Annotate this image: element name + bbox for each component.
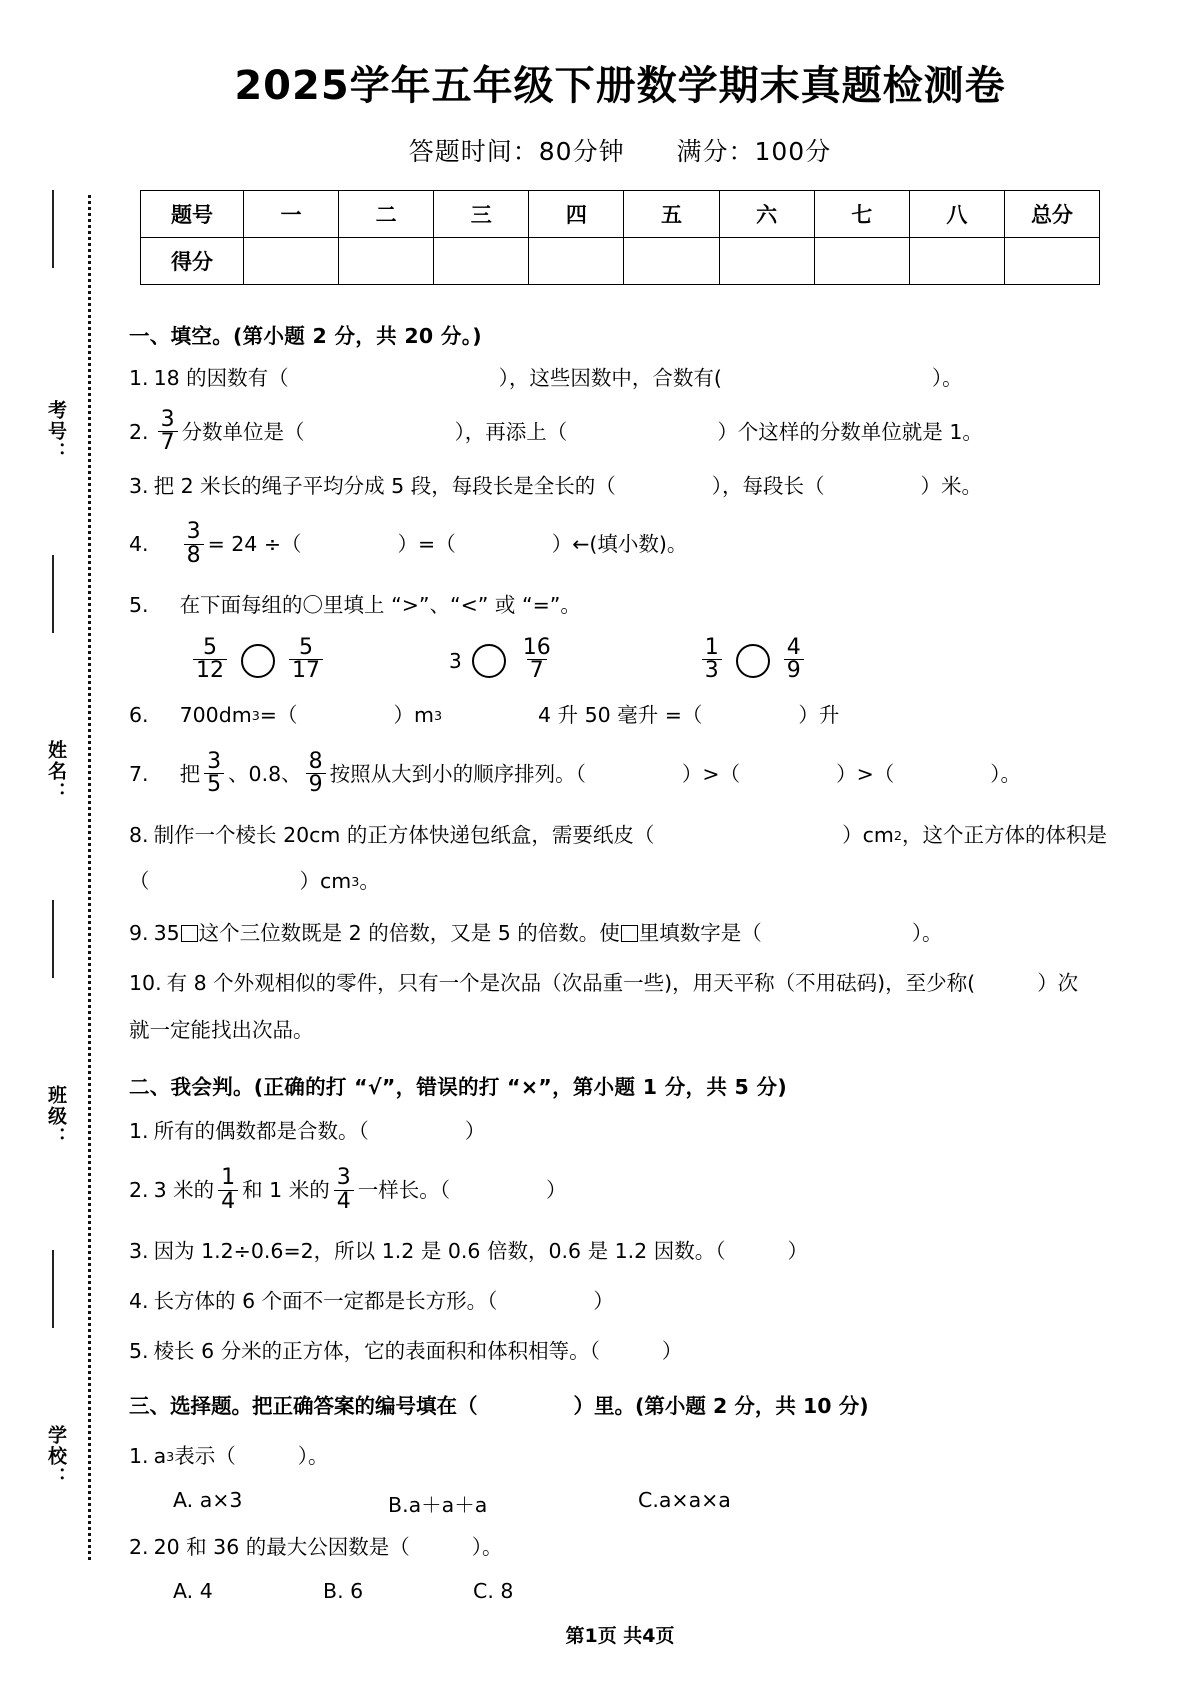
q1-5-p3-circle[interactable]: [736, 644, 770, 678]
q1-2-denominator: 7: [158, 431, 178, 454]
q1-8-text-d: （: [129, 869, 150, 894]
q1-7-fraction-1: [204, 748, 224, 798]
score-cell-2[interactable]: [339, 238, 434, 285]
q1-6-unit-a: ）m: [393, 702, 434, 727]
q1-6-unit-b: ）升: [798, 702, 840, 727]
seal-label-name: 姓名：: [45, 740, 67, 803]
score-table-row-label-2: 得分: [141, 238, 244, 285]
q1-10-text-a: 有 8 个外观相似的零件，只有一个是次品（次品重一些)，用天平称（不用砝码)，至少称(: [166, 970, 976, 995]
q1-8-text-a: 制作一个棱长 20cm 的正方体快递包纸盒，需要纸皮（: [153, 822, 655, 847]
q1-2-number: 2.: [129, 419, 149, 444]
score-cell-total[interactable]: [1004, 238, 1099, 285]
score-col-1: 一: [244, 191, 339, 238]
q1-5-p2-circle[interactable]: [472, 644, 506, 678]
q3-1-option-c[interactable]: C.a×a×a: [638, 1487, 731, 1512]
q3-1-option-b[interactable]: B.a＋a＋a: [388, 1492, 488, 1517]
question-1-8-line-1: [129, 820, 1107, 852]
seal-dotted-line: [88, 195, 91, 1560]
q1-5-p3-left-den: 3: [702, 659, 722, 682]
q1-7-text-5: ）。: [990, 761, 1022, 786]
q2-3-text: 因为 1.2÷0.6=2，所以 1.2 是 0.6 倍数，0.6 是 1.2 因数。（: [153, 1239, 726, 1264]
question-1-8-line-2: [129, 866, 1107, 898]
score-cell-3[interactable]: [434, 238, 529, 285]
q1-7-f2-den: 9: [306, 773, 326, 796]
q1-5-p1-left-den: 12: [193, 659, 227, 682]
q1-7-fraction-2: [306, 748, 326, 798]
q1-5-number: 5.: [129, 593, 149, 618]
q1-8-text-e: ）cm: [299, 869, 352, 894]
q1-5-pair-1-right: [289, 637, 323, 683]
q2-2-text-b: 和 1 米的: [242, 1178, 330, 1203]
q1-2-text-c: ）个这样的分数单位就是 1。: [717, 419, 983, 444]
score-col-4: 四: [529, 191, 624, 238]
q1-6-text-b: 4 升 50 毫升 =（: [538, 702, 703, 727]
q1-4-text-a: = 24 ÷（: [207, 532, 302, 557]
question-1-10-line-2: [129, 1015, 1107, 1047]
q3-1-number: 1.: [129, 1444, 149, 1469]
exam-time-label: 答题时间：80分钟: [408, 137, 625, 166]
question-2-3: [129, 1236, 1107, 1268]
question-1-4: [129, 519, 1107, 568]
section-3-heading: [129, 1391, 1107, 1423]
seal-rule-1: [52, 190, 54, 268]
q1-1-text-b: ），这些因数中，合数有(: [498, 366, 722, 390]
question-2-2: [129, 1165, 1107, 1214]
q1-8-text-c: ，这个正方体的体积是: [902, 822, 1107, 847]
q2-2-number: 2.: [129, 1178, 149, 1203]
q1-10-text-b: ）次: [1037, 970, 1079, 995]
q2-2-text-c: 一样长。（: [357, 1178, 450, 1203]
q3-2-option-a[interactable]: A. 4: [173, 1578, 213, 1603]
q1-5-text: 在下面每组的〇里填上 “>”、“<” 或 “=”。: [179, 593, 581, 618]
q1-5-p1-circle[interactable]: [241, 644, 275, 678]
seal-side-column: [0, 0, 115, 1684]
q2-2-fraction-1: [218, 1167, 238, 1213]
q1-6-exp-a: 3: [251, 707, 260, 723]
q3-2-stem-close: ）。: [471, 1534, 503, 1559]
q1-5-pair-3-right: [784, 637, 804, 683]
question-3-1-options: [173, 1488, 1107, 1518]
q1-3-text-c: ）米。: [920, 473, 982, 498]
q1-5-p3-right-num: 4: [786, 635, 801, 661]
question-3-2: [129, 1532, 1107, 1564]
q1-6-value-a: 700dm: [179, 702, 252, 727]
score-cell-6[interactable]: [719, 238, 814, 285]
q1-9-text-d: ）。: [911, 921, 943, 946]
q3-1-option-a[interactable]: A. a×3: [173, 1487, 243, 1512]
q2-3-number: 3.: [129, 1239, 149, 1264]
q1-5-pair-2-right: [520, 637, 554, 683]
q2-4-tail: ）: [593, 1288, 614, 1313]
score-col-3: 三: [434, 191, 529, 238]
q3-1-stem-close: ）。: [297, 1444, 329, 1469]
q1-4-text-c: ）←(填小数)。: [551, 532, 688, 557]
q1-5-pair-3: [698, 635, 808, 684]
exam-meta: [115, 132, 1125, 168]
q2-2-f1-num: 1: [221, 1165, 236, 1191]
q1-7-f1-den: 5: [204, 773, 224, 796]
q1-5-p2-right-num: 16: [522, 635, 551, 661]
score-cell-1[interactable]: [244, 238, 339, 285]
q1-3-number: 3.: [129, 473, 149, 498]
seal-rule-2: [52, 555, 54, 633]
q1-5-pair-1: [189, 635, 327, 684]
q2-1-number: 1.: [129, 1119, 149, 1144]
score-col-8: 八: [909, 191, 1004, 238]
q2-2-text-a: 3 米的: [153, 1178, 215, 1203]
q1-5-p3-left-num: 1: [704, 635, 719, 661]
score-col-5: 五: [624, 191, 719, 238]
q1-5-pair-2: [449, 635, 558, 684]
q2-3-tail: ）: [787, 1239, 808, 1264]
score-col-total: 总分: [1004, 191, 1099, 238]
section-3-heading-a: 三、选择题。把正确答案的编号填在（: [129, 1394, 478, 1419]
q1-4-fraction: [184, 521, 204, 567]
score-col-6: 六: [719, 191, 814, 238]
q1-7-text-1: 、0.8、: [228, 761, 302, 786]
exam-score-label: 满分：100分: [676, 137, 832, 166]
question-2-5: [129, 1336, 1107, 1368]
question-2-4: [129, 1286, 1107, 1318]
q1-5-p2-left-whole: 3: [449, 648, 462, 673]
q1-10-number: 10.: [129, 970, 162, 995]
seal-label-exam-number: 考号：: [45, 400, 67, 463]
q2-2-tail: ）: [545, 1178, 567, 1203]
table-row: [141, 238, 1100, 285]
question-1-6: [129, 700, 1107, 732]
q1-5-p1-left-num: 5: [203, 635, 217, 661]
q1-3-text-a: 把 2 米长的绳子平均分成 5 段，每段长是全长的（: [153, 473, 616, 498]
score-col-2: 二: [339, 191, 434, 238]
q3-1-stem-exp: 3: [166, 1449, 175, 1465]
question-1-5: [129, 590, 1107, 622]
question-1-10-line-1: [129, 968, 1107, 1000]
q2-1-tail: ）: [464, 1119, 486, 1144]
q1-7-f2-num: 8: [308, 748, 323, 774]
q1-8-text-f: 。: [359, 869, 380, 894]
q1-7-text-3: ）>（: [681, 761, 741, 786]
q2-1-text: 所有的偶数都是合数。（: [153, 1119, 369, 1144]
score-table: [140, 190, 1100, 285]
q1-4-denominator: 8: [184, 544, 204, 567]
q1-7-text-2: 按照从大到小的顺序排列。（: [329, 761, 586, 786]
seal-rule-3: [52, 900, 54, 978]
q1-9-box-icon-1: [181, 925, 198, 942]
q1-1-text-c: ）。: [931, 366, 963, 390]
q1-9-text-c: 里填数字是（: [638, 921, 762, 946]
q2-4-number: 4.: [129, 1288, 149, 1313]
page-footer: 第1页 共4页: [565, 1625, 675, 1647]
score-cell-5[interactable]: [624, 238, 719, 285]
section-3-heading-b: ）里。(第小题 2 分，共 10 分): [573, 1394, 869, 1419]
q3-2-option-b[interactable]: B. 6: [323, 1578, 364, 1603]
q1-2-numerator: 3: [160, 406, 175, 432]
q1-5-comparison-row: [189, 635, 1107, 684]
q1-6-eq-a: =（: [259, 702, 298, 727]
score-cell-8[interactable]: [909, 238, 1004, 285]
q1-5-p2-right-den: 7: [527, 659, 547, 682]
question-1-3: [129, 471, 1107, 503]
q1-5-p1-right-den: 17: [289, 659, 323, 682]
q1-4-text-b: ）=（: [397, 532, 456, 557]
section-1-heading: 一、填空。(第小题 2 分，共 20 分。): [129, 324, 482, 348]
seal-label-school: 学校：: [45, 1425, 67, 1488]
question-1-2: [129, 406, 1107, 456]
q1-2-text-a: 分数单位是（: [181, 419, 305, 444]
seal-label-class: 班级：: [45, 1085, 67, 1148]
q3-2-stem: 20 和 36 的最大公因数是（: [153, 1534, 410, 1559]
q1-10-text-c: 就一定能找出次品。: [129, 1017, 314, 1042]
q2-4-text: 长方体的 6 个面不一定都是长方形。（: [153, 1288, 498, 1313]
q1-8-exp-2: 2: [893, 827, 902, 843]
q1-6-unit-exp-a: 3: [433, 707, 443, 723]
q1-9-text-b: 这个三位数既是 2 的倍数，又是 5 的倍数。使: [198, 921, 620, 946]
score-table-row-label-1: 题号: [141, 191, 244, 238]
score-col-7: 七: [814, 191, 909, 238]
q2-5-number: 5.: [129, 1338, 149, 1363]
q1-2-fraction: [158, 406, 178, 456]
q1-7-text-4: ）>（: [836, 761, 895, 786]
q3-2-number: 2.: [129, 1534, 149, 1559]
seal-rule-4: [52, 1250, 54, 1328]
q2-5-tail: ）: [661, 1338, 683, 1363]
score-cell-7[interactable]: [814, 238, 909, 285]
question-1-1: [129, 363, 1107, 395]
q2-2-fraction-2: [334, 1167, 354, 1213]
q1-2-text-b: ），再添上（: [454, 419, 568, 444]
q2-2-f1-den: 4: [218, 1190, 238, 1213]
q1-9-number: 9.: [129, 921, 149, 946]
question-1-7: [129, 748, 1107, 798]
score-cell-4[interactable]: [529, 238, 624, 285]
q1-4-number: 4.: [129, 532, 149, 557]
q1-9-box-icon-2: [621, 925, 638, 942]
q1-8-number: 8.: [129, 822, 149, 847]
section-2-heading: 二、我会判。(正确的打 “√”，错误的打 “×”，第小题 1 分，共 5 分): [129, 1075, 788, 1100]
q1-1-number: 1.: [129, 366, 149, 390]
q3-1-stem-tail: 表示（: [174, 1444, 236, 1469]
questions-body: [129, 319, 1107, 1603]
question-2-1: [129, 1116, 1107, 1148]
q1-9-text-a: 35: [153, 921, 180, 946]
q1-6-number: 6.: [129, 702, 149, 727]
q1-8-exp-3: 3: [351, 874, 360, 890]
q3-1-stem: a: [153, 1444, 167, 1469]
q2-2-f2-den: 4: [334, 1190, 354, 1213]
q1-7-text-0: 把: [179, 761, 201, 786]
q1-5-p1-right-num: 5: [299, 635, 313, 661]
q1-7-number: 7.: [129, 761, 149, 786]
q1-5-pair-3-left: [702, 637, 722, 683]
q1-5-pair-1-left: [193, 637, 227, 683]
q3-2-option-c[interactable]: C. 8: [473, 1578, 514, 1603]
q1-3-text-b: ），每段长（: [711, 473, 825, 498]
page-title: 2025学年五年级下册数学期末真题检测卷: [234, 63, 1006, 109]
q1-5-p3-right-den: 9: [784, 659, 804, 682]
q1-4-numerator: 3: [186, 519, 201, 545]
q1-7-f1-num: 3: [207, 748, 222, 774]
question-3-1: [129, 1441, 1107, 1473]
q2-2-f2-num: 3: [336, 1165, 351, 1191]
q2-5-text: 棱长 6 分米的正方体，它的表面积和体积相等。（: [153, 1338, 600, 1363]
q1-1-text-a: 18 的因数有（: [153, 366, 289, 390]
exam-page: [115, 0, 1125, 1684]
question-1-9: [129, 918, 1107, 950]
q1-8-text-b: ）cm: [842, 822, 894, 847]
question-3-2-options: [173, 1579, 1107, 1603]
table-row: [141, 191, 1100, 238]
